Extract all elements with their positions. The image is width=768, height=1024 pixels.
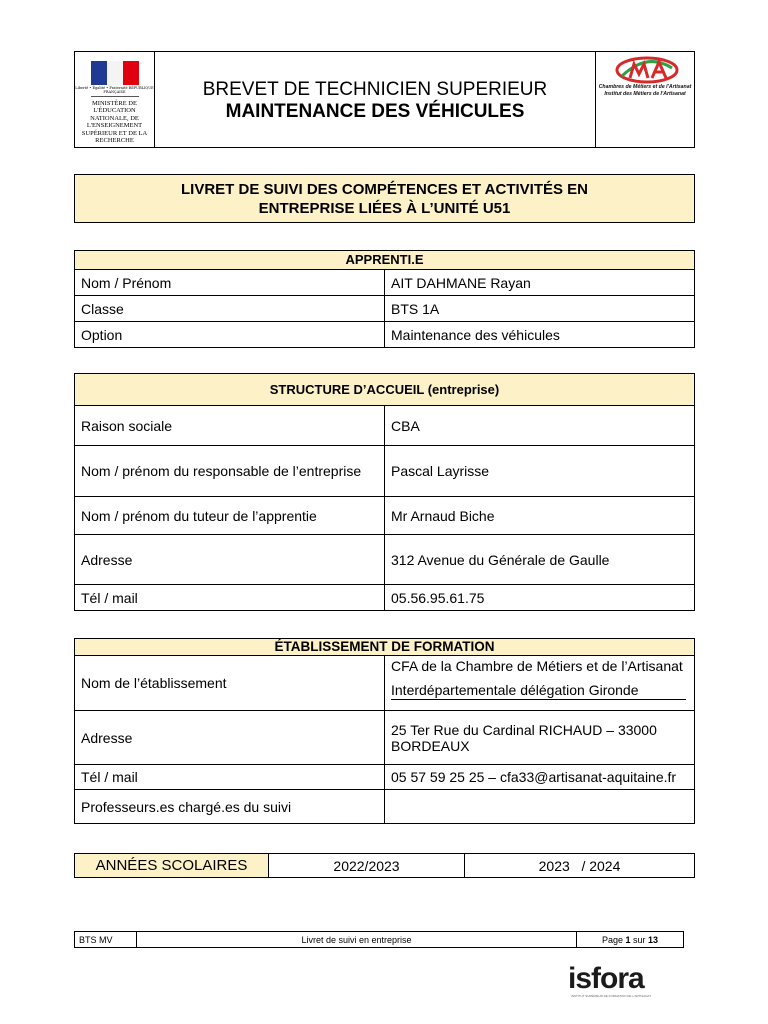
etablissement-name-line2: Interdépartementale délégation Gironde: [391, 675, 686, 700]
ministry-name: MINISTÈRE DE L'ÉDUCATION NATIONALE, DE L'ENSEIGNEMENT SUPÉRIEUR ET DE LA RECHERCHE: [81, 100, 148, 145]
footer-center: Livret de suivi en entreprise: [137, 932, 577, 948]
year-first: 2022/2023: [269, 854, 465, 878]
row-label: Option: [75, 322, 385, 348]
structure-heading: STRUCTURE D’ACCUEIL (entreprise): [75, 374, 695, 406]
table-row: [75, 322, 695, 348]
table-row: [75, 446, 695, 497]
row-label: Adresse: [75, 535, 385, 585]
isfora-tagline: INSTITUT SUPÉRIEUR DE FORMATION DE L'ARTISANAT: [571, 994, 652, 998]
booklet-title-line2: ENTREPRISE LIÉES À L’UNITÉ U51: [258, 200, 511, 217]
footer-left: BTS MV: [75, 932, 137, 948]
row-value: 05.56.95.61.75: [385, 585, 695, 611]
cma-logo: [595, 52, 694, 147]
row-label: Classe: [75, 296, 385, 322]
table-row: [75, 711, 695, 765]
row-value: AIT DAHMANE Rayan: [385, 270, 695, 296]
row-value: Maintenance des véhicules: [385, 322, 695, 348]
row-label: Nom / prénom du responsable de l’entreprise: [75, 446, 385, 497]
row-value: 25 Ter Rue du Cardinal RICHAUD – 33000 BORDEAUX: [385, 711, 695, 765]
table-row: [75, 765, 695, 790]
republique-caption: Liberté • Égalité • Fraternité RÉPUBLIQUE FRANÇAISE: [75, 86, 154, 94]
table-row: [75, 406, 695, 446]
apprenti-heading: APPRENTI.E: [75, 251, 695, 270]
row-label: Nom / prénom du tuteur de l’apprentie: [75, 497, 385, 535]
row-value: [385, 656, 695, 711]
apprenti-table: [74, 250, 695, 348]
row-label: Adresse: [75, 711, 385, 765]
table-row: [75, 585, 695, 611]
table-row: [75, 497, 695, 535]
diploma-line2: MAINTENANCE DES VÉHICULES: [225, 101, 525, 122]
marianne-flag-icon: [91, 61, 139, 85]
table-row: [75, 790, 695, 824]
page-indicator: Page 1 sur 13: [577, 932, 684, 948]
row-value: 312 Avenue du Générale de Gaulle: [385, 535, 695, 585]
year-second: 2023 / 2024: [465, 854, 695, 878]
diploma-line1: BREVET DE TECHNICIEN SUPERIEUR: [202, 79, 548, 100]
page-total: 13: [648, 934, 659, 945]
cma-caption: Chambres de Métiers et de l'Artisanat Institut des Métiers de l'Artisanat: [598, 84, 692, 97]
etablissement-name-line1: CFA de la Chambre de Métiers et de l’Artisanat: [391, 658, 683, 674]
row-label: Nom de l’établissement: [75, 656, 385, 711]
isfora-logo: isfora: [568, 962, 644, 995]
row-label: Tél / mail: [75, 765, 385, 790]
row-label: Raison sociale: [75, 406, 385, 446]
booklet-title-line1: LIVRET DE SUIVI DES COMPÉTENCES ET ACTIVITÉS EN: [181, 181, 588, 198]
etablissement-heading: ÉTABLISSEMENT DE FORMATION: [75, 639, 695, 656]
republique-francaise-logo: [75, 52, 155, 147]
row-value: Mr Arnaud Biche: [385, 497, 695, 535]
page-number: 1: [625, 934, 631, 945]
row-label: Professeurs.es chargé.es du suivi: [75, 790, 385, 824]
document-header: [74, 51, 695, 148]
row-value: [385, 790, 695, 824]
annees-label: ANNÉES SCOLAIRES: [75, 854, 269, 878]
table-row: [75, 270, 695, 296]
row-value: BTS 1A: [385, 296, 695, 322]
diploma-title: [155, 52, 595, 147]
table-row: [75, 656, 695, 711]
row-label: Nom / Prénom: [75, 270, 385, 296]
table-row: [75, 535, 695, 585]
row-value: Pascal Layrisse: [385, 446, 695, 497]
annees-table: [74, 853, 695, 878]
row-value: 05 57 59 25 25 – cfa33@artisanat-aquitaine.fr: [385, 765, 695, 790]
etablissement-table: [74, 638, 695, 824]
table-row: [75, 296, 695, 322]
page-footer: [74, 931, 684, 948]
row-value: CBA: [385, 406, 695, 446]
booklet-title: [74, 174, 695, 223]
structure-table: [74, 373, 695, 611]
row-label: Tél / mail: [75, 585, 385, 611]
cma-logo-icon: [612, 56, 682, 86]
